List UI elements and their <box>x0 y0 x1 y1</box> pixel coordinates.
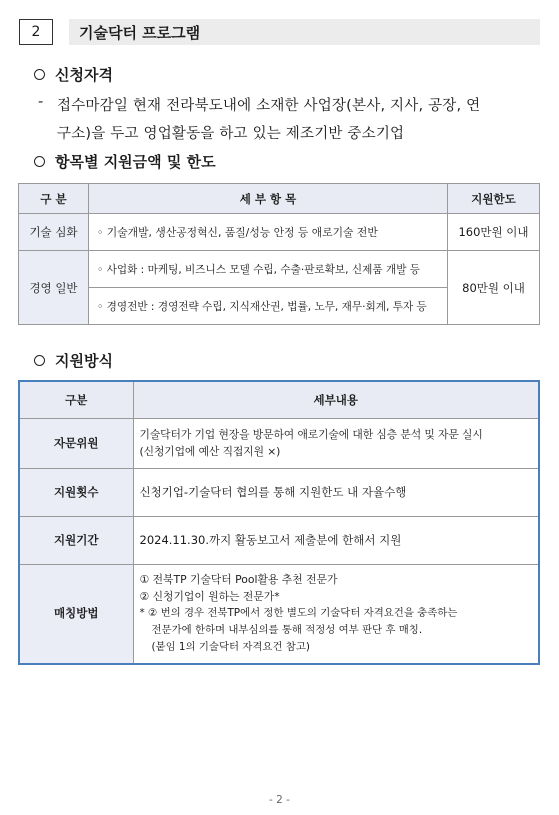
circle-bullet-icon <box>34 69 45 80</box>
row-category: 자문위원 <box>19 418 133 468</box>
table-row <box>19 468 539 516</box>
eligibility-dash: - <box>38 94 44 110</box>
table-row <box>19 516 539 564</box>
section-number: 2 <box>19 19 53 45</box>
row-category: 지원횟수 <box>19 468 133 516</box>
method-heading: 지원방식 <box>34 350 113 371</box>
eligibility-heading: 신청자격 <box>34 64 113 85</box>
header-category: 구분 <box>19 381 133 418</box>
limits-table <box>18 183 540 325</box>
table-row <box>19 251 540 288</box>
circle-bullet-icon <box>34 355 45 366</box>
header-detail: 세 부 항 목 <box>89 184 448 214</box>
table-row <box>19 214 540 251</box>
table-header-row <box>19 381 539 418</box>
row-category: 지원기간 <box>19 516 133 564</box>
row-detail: 2024.11.30.까지 활동보고서 제출분에 한해서 지원 <box>133 516 539 564</box>
section-title: 기술닥터 프로그램 <box>69 19 540 45</box>
header-detail: 세부내용 <box>133 381 539 418</box>
table-row <box>19 564 539 664</box>
row-detail: 기술닥터가 기업 현장을 방문하여 애로기술에 대한 심층 분석 및 자문 실시 (신청기업에 예산 직접지원 ×) <box>133 418 539 468</box>
eligibility-line-1: 접수마감일 현재 전라북도내에 소재한 사업장(본사, 지사, 공장, 연 <box>57 98 481 114</box>
row-detail: ◦ 경영전반 : 경영전략 수립, 지식재산권, 법률, 노무, 재무·회계, 투자 등 <box>89 288 448 325</box>
row-detail: ◦ 사업화 : 마케팅, 비즈니스 모델 수립, 수출·판로확보, 신제품 개발 등 <box>89 251 448 288</box>
row-category: 경영 일반 <box>19 251 89 325</box>
row-limit: 160만원 이내 <box>448 214 540 251</box>
header-category: 구 분 <box>19 184 89 214</box>
row-limit: 80만원 이내 <box>448 251 540 325</box>
circle-bullet-icon <box>34 156 45 167</box>
table-row <box>19 418 539 468</box>
page-number: - 2 - <box>269 794 290 806</box>
header-limit: 지원한도 <box>448 184 540 214</box>
table-header-row <box>19 184 540 214</box>
row-category: 매칭방법 <box>19 564 133 664</box>
row-category: 기술 심화 <box>19 214 89 251</box>
eligibility-line-2: 구소)을 두고 영업활동을 하고 있는 제조기반 중소기업 <box>57 126 405 142</box>
limits-heading: 항목별 지원금액 및 한도 <box>34 151 216 172</box>
row-detail: ① 전북TP 기술닥터 Pool활용 추천 전문가 ② 신청기업이 원하는 전문가* * ② 번의 경우 전북TP에서 정한 별도의 기술닥터 자격요건을 충족하는 전문가에 한하며 내부심의를 통해 적정성 여부 판단 후 매칭. (붙임 1의 기술닥터 자격요건 참고) <box>133 564 539 664</box>
row-detail: ◦ 기술개발, 생산공정혁신, 품질/성능 안정 등 애로기술 전반 <box>89 214 448 251</box>
method-table <box>18 380 540 665</box>
row-detail: 신청기업-기술닥터 협의를 통해 지원한도 내 자율수행 <box>133 468 539 516</box>
section-header <box>19 19 540 45</box>
